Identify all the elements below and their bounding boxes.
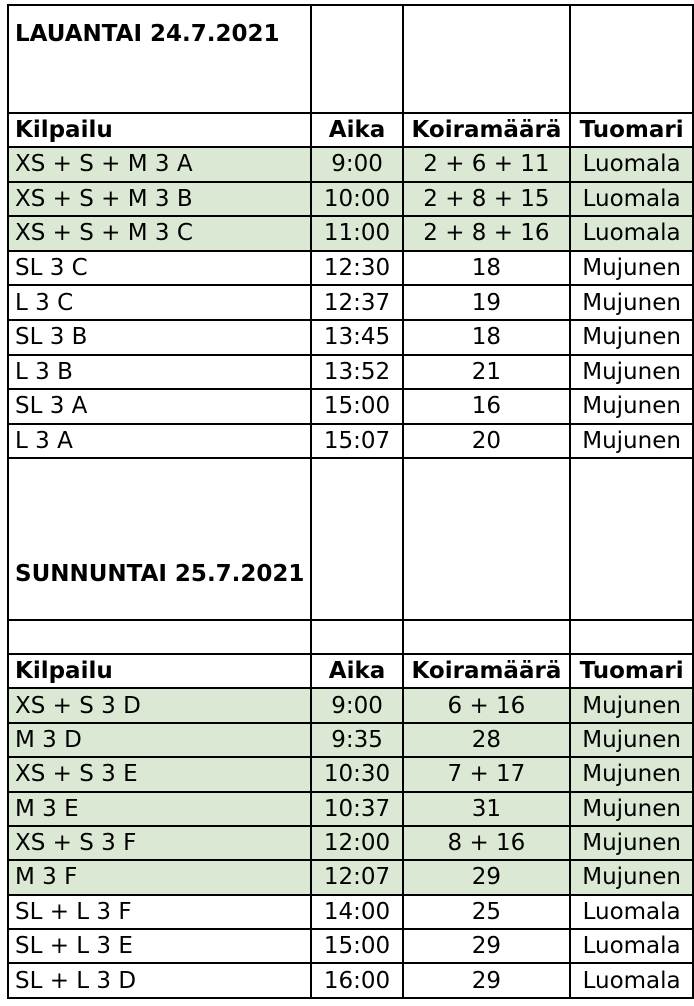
header-koiramaara: Koiramäärä (403, 113, 571, 147)
table-row (8, 757, 693, 791)
empty-cell (311, 620, 402, 654)
table-row (8, 147, 693, 182)
cell-aika: 15:00 (311, 929, 402, 963)
saturday-header-row (8, 113, 693, 147)
cell-aika: 10:37 (311, 792, 402, 826)
table-row (8, 826, 693, 860)
cell-tuomari: Mujunen (570, 826, 693, 860)
cell-koiramaara: 18 (403, 320, 571, 355)
cell-tuomari: Mujunen (570, 320, 693, 355)
saturday-title-row (8, 5, 693, 113)
cell-tuomari: Mujunen (570, 285, 693, 320)
empty-cell (8, 620, 311, 654)
cell-tuomari: Luomala (570, 929, 693, 963)
cell-kilpailu: M 3 D (8, 723, 311, 757)
cell-kilpailu: M 3 F (8, 860, 311, 894)
cell-aika: 10:30 (311, 757, 402, 791)
cell-kilpailu: L 3 C (8, 285, 311, 320)
header-kilpailu: Kilpailu (8, 654, 311, 688)
empty-cell (403, 5, 571, 113)
empty-cell (403, 458, 571, 620)
cell-kilpailu: SL 3 A (8, 389, 311, 424)
header-aika: Aika (311, 654, 402, 688)
cell-aika: 9:00 (311, 147, 402, 182)
cell-aika: 14:00 (311, 895, 402, 929)
cell-koiramaara: 21 (403, 355, 571, 390)
cell-kilpailu: XS + S + M 3 C (8, 216, 311, 251)
table-row (8, 285, 693, 320)
cell-tuomari: Mujunen (570, 251, 693, 286)
cell-aika: 12:30 (311, 251, 402, 286)
cell-aika: 11:00 (311, 216, 402, 251)
cell-tuomari: Mujunen (570, 860, 693, 894)
empty-cell (570, 5, 693, 113)
empty-cell (403, 620, 571, 654)
cell-tuomari: Luomala (570, 216, 693, 251)
spacer-row (8, 620, 693, 654)
cell-tuomari: Mujunen (570, 792, 693, 826)
sunday-title: SUNNUNTAI 25.7.2021 (8, 458, 311, 620)
table-row (8, 424, 693, 459)
saturday-title: LAUANTAI 24.7.2021 (8, 5, 311, 113)
cell-tuomari: Luomala (570, 963, 693, 997)
cell-koiramaara: 19 (403, 285, 571, 320)
cell-aika: 13:45 (311, 320, 402, 355)
cell-tuomari: Luomala (570, 895, 693, 929)
cell-koiramaara: 28 (403, 723, 571, 757)
cell-koiramaara: 7 + 17 (403, 757, 571, 791)
table-row (8, 688, 693, 722)
cell-aika: 9:00 (311, 688, 402, 722)
cell-tuomari: Mujunen (570, 688, 693, 722)
table-row (8, 182, 693, 217)
cell-tuomari: Mujunen (570, 389, 693, 424)
cell-tuomari: Luomala (570, 147, 693, 182)
cell-koiramaara: 29 (403, 860, 571, 894)
cell-aika: 15:07 (311, 424, 402, 459)
empty-cell (570, 458, 693, 620)
schedule-table (7, 4, 694, 999)
cell-aika: 12:37 (311, 285, 402, 320)
cell-kilpailu: XS + S + M 3 B (8, 182, 311, 217)
cell-kilpailu: XS + S 3 E (8, 757, 311, 791)
cell-koiramaara: 2 + 6 + 11 (403, 147, 571, 182)
cell-koiramaara: 29 (403, 929, 571, 963)
table-row (8, 860, 693, 894)
table-row (8, 389, 693, 424)
empty-cell (311, 458, 402, 620)
cell-koiramaara: 20 (403, 424, 571, 459)
cell-tuomari: Mujunen (570, 723, 693, 757)
empty-cell (311, 5, 402, 113)
cell-koiramaara: 2 + 8 + 15 (403, 182, 571, 217)
cell-tuomari: Mujunen (570, 355, 693, 390)
cell-koiramaara: 18 (403, 251, 571, 286)
cell-koiramaara: 2 + 8 + 16 (403, 216, 571, 251)
cell-kilpailu: SL + L 3 F (8, 895, 311, 929)
table-row (8, 320, 693, 355)
cell-kilpailu: XS + S 3 D (8, 688, 311, 722)
cell-tuomari: Mujunen (570, 757, 693, 791)
sunday-header-row (8, 654, 693, 688)
cell-tuomari: Luomala (570, 182, 693, 217)
header-koiramaara: Koiramäärä (403, 654, 571, 688)
cell-koiramaara: 29 (403, 963, 571, 997)
cell-kilpailu: L 3 A (8, 424, 311, 459)
cell-koiramaara: 25 (403, 895, 571, 929)
header-tuomari: Tuomari (570, 654, 693, 688)
cell-aika: 12:00 (311, 826, 402, 860)
saturday-rows (8, 147, 693, 458)
table-row (8, 963, 693, 997)
header-kilpailu: Kilpailu (8, 113, 311, 147)
sunday-rows (8, 688, 693, 998)
cell-kilpailu: SL 3 B (8, 320, 311, 355)
sunday-title-row (8, 458, 693, 620)
header-tuomari: Tuomari (570, 113, 693, 147)
cell-koiramaara: 8 + 16 (403, 826, 571, 860)
cell-koiramaara: 6 + 16 (403, 688, 571, 722)
cell-kilpailu: XS + S + M 3 A (8, 147, 311, 182)
table-row (8, 216, 693, 251)
cell-aika: 12:07 (311, 860, 402, 894)
empty-cell (570, 620, 693, 654)
cell-aika: 15:00 (311, 389, 402, 424)
cell-aika: 10:00 (311, 182, 402, 217)
cell-aika: 16:00 (311, 963, 402, 997)
cell-kilpailu: SL 3 C (8, 251, 311, 286)
cell-kilpailu: L 3 B (8, 355, 311, 390)
table-row (8, 895, 693, 929)
cell-kilpailu: SL + L 3 D (8, 963, 311, 997)
cell-koiramaara: 16 (403, 389, 571, 424)
header-aika: Aika (311, 113, 402, 147)
table-row (8, 723, 693, 757)
table-row (8, 355, 693, 390)
cell-kilpailu: M 3 E (8, 792, 311, 826)
table-row (8, 792, 693, 826)
cell-tuomari: Mujunen (570, 424, 693, 459)
cell-aika: 9:35 (311, 723, 402, 757)
table-row (8, 929, 693, 963)
cell-kilpailu: SL + L 3 E (8, 929, 311, 963)
cell-kilpailu: XS + S 3 F (8, 826, 311, 860)
cell-aika: 13:52 (311, 355, 402, 390)
table-row (8, 251, 693, 286)
cell-koiramaara: 31 (403, 792, 571, 826)
